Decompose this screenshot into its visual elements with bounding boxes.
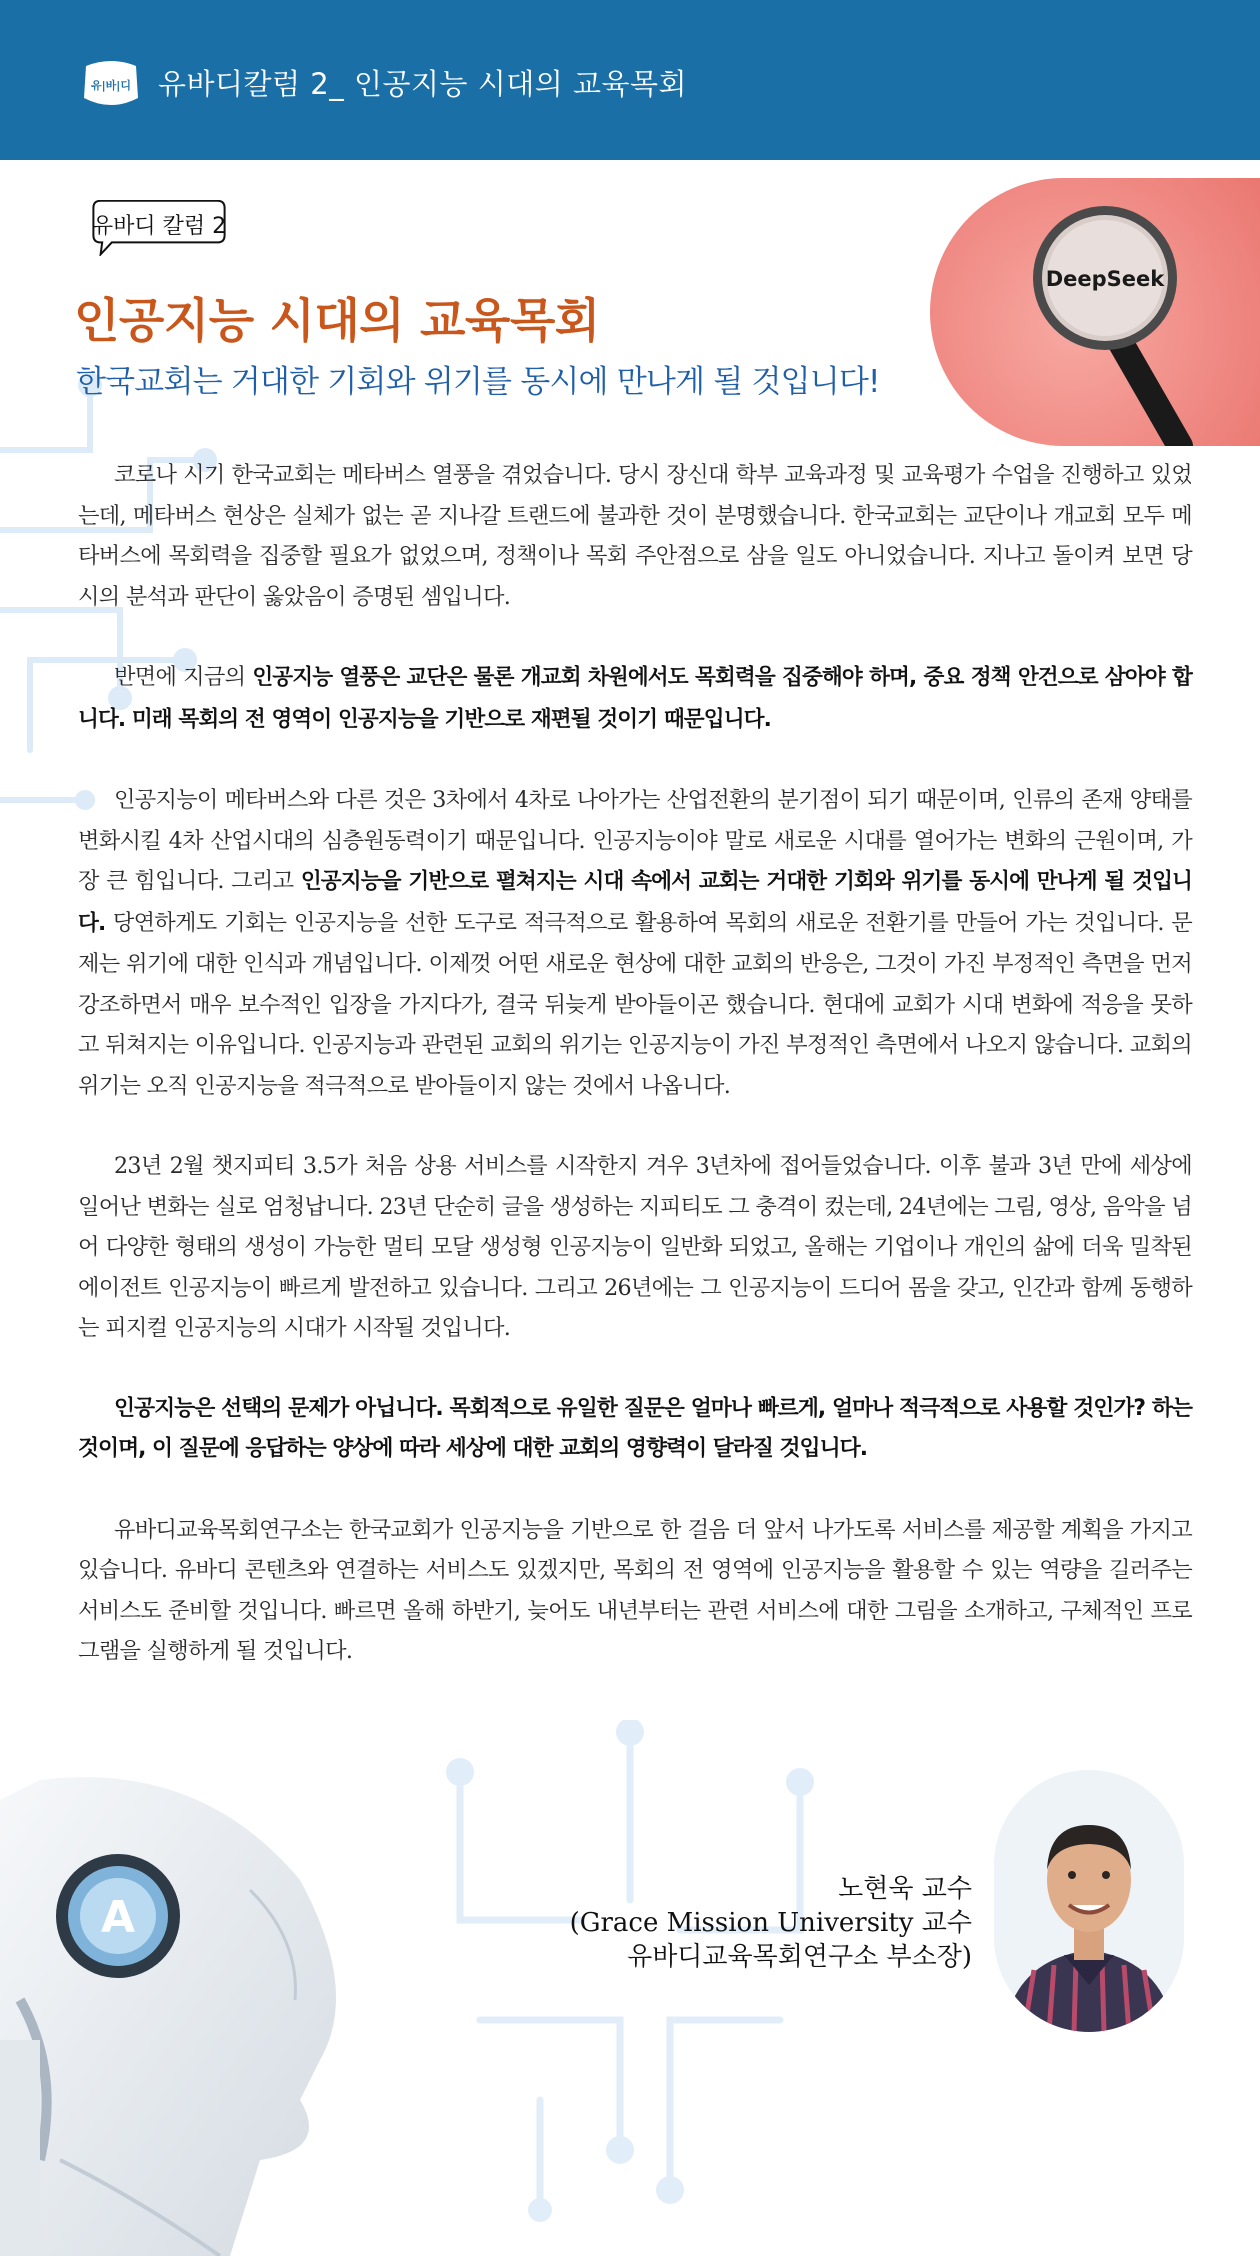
paragraph-4: 23년 2월 챗지피티 3.5가 처음 상용 서비스를 시작한지 겨우 3년차에 접어들었습니다. 이후 불과 3년 만에 세상에 일어난 변화는 실로 엄청납니다. 23년 단순히 글을 생성하는 지피티도 그 충격이 컸는데, 24년에는 그림, 영상, 음악을 넘어 다양한 형태의 생성이 가능한 멀티 모달 생성형 인공지능이 일반화 되었고, 올해는 기업이나 개인의 삶에 더욱 밀착된 에이전트 인공지능이 빠르게 발전하고 있습니다. 그리고 26년에는 그 인공지능이 드디어 몸을 갖고, 인간과 함께 동행하는 피지컬 인공지능의 시대가 시작될 것입니다.	[78, 1153, 1192, 1341]
author-info	[570, 1872, 972, 1974]
paragraph-6: 유바디교육목회연구소는 한국교회가 인공지능을 기반으로 한 걸음 더 앞서 나가도록 서비스를 제공할 계획을 가지고 있습니다. 유바디 콘텐츠와 연결하는 서비스도 있겠지만, 목회의 전 영역에 인공지능을 활용할 수 있는 역량을 길러주는 서비스도 준비할 것입니다. 빠르면 올해 하반기, 늦어도 내년부터는 관련 서비스에 대한 그림을 소개하고, 구체적인 프로그램을 실행하게 될 것입니다.	[78, 1516, 1192, 1664]
column-tag: 유바디 칼럼 2	[91, 214, 227, 239]
article-body	[78, 455, 1192, 1712]
paragraph-3-lead: 인공지능이 메타버스와 다른 것은 3차에서 4차로 나아가는 산업전환의 분기점이 되기 때문이며, 인류의 존재 양태를 변화시킬 4차 산업시대의 심층원동력이기 때문입니다. 인공지능이야 말로 새로운 시대를 열어가는 변화의 근원이며, 가장 큰 힘입니다. 그리고	[78, 787, 1192, 894]
article-subtitle: 한국교회는 거대한 기회와 위기를 동시에 만나게 될 것입니다!	[76, 364, 880, 400]
logo-text: 유|바|디	[91, 79, 131, 92]
lens-text: DeepSeek	[1045, 267, 1165, 291]
circuit-pattern-bottom	[420, 1720, 840, 2240]
paragraph-2	[78, 657, 1192, 740]
paragraph-3-bold: 인공지능을 기반으로 펼쳐지는 시대 속에서 교회는 거대한 기회와 위기를 동시에 만나게 될 것입니다.	[78, 869, 1192, 936]
paragraph-2-bold: 인공지능 열풍은 교단은 물론 개교회 차원에서도 목회력을 집중해야 하며, 중요 정책 안건으로 삼아야 합니다. 미래 목회의 전 영역이 인공지능을 기반으로 재편될 것이기 때문입니다.	[78, 665, 1192, 732]
article-title: 인공지능 시대의 교육목회	[74, 294, 600, 349]
logo-icon	[80, 58, 142, 110]
header-bar	[0, 0, 1260, 160]
paragraph-3	[78, 780, 1192, 1106]
paragraph-1: 코로나 시기 한국교회는 메타버스 열풍을 겪었습니다. 당시 장신대 학부 교육과정 및 교육평가 수업을 진행하고 있었는데, 메타버스 현상은 실체가 없는 곧 지나갈 트랜드에 불과한 것이 분명했습니다. 한국교회는 교단이나 개교회 모두 메타버스에 목회력을 집중할 필요가 없었으며, 정책이나 목회 주안점으로 삼을 일도 아니었습니다. 지나고 돌이켜 보면 당시의 분석과 판단이 옳았음이 증명된 셈입니다.	[78, 462, 1192, 610]
robot-badge-letter: A	[100, 1892, 136, 1943]
paragraph-5: 인공지능은 선택의 문제가 아닙니다. 목회적으로 유일한 질문은 얼마나 빠르게, 얼마나 적극적으로 사용할 것인가? 하는 것이며, 이 질문에 응답하는 양상에 따라 세상에 대한 교회의 영향력이 달라질 것입니다.	[78, 1395, 1192, 1461]
author-photo	[994, 1770, 1184, 2032]
author-name: 노현욱 교수	[838, 1874, 972, 1904]
header-title: 유바디칼럼 2_ 인공지능 시대의 교육목회	[158, 67, 688, 101]
hero-image	[930, 178, 1260, 446]
paragraph-2-lead: 반면에 지금의	[114, 664, 253, 690]
author-position: 유바디교육목회연구소 부소장)	[627, 1942, 972, 1972]
author-affiliation: (Grace Mission University 교수	[569, 1908, 972, 1938]
paragraph-3-rest: 당연하게도 기회는 인공지능을 선한 도구로 적극적으로 활용하여 목회의 새로운 전환기를 만들어 가는 것입니다. 문제는 위기에 대한 인식과 개념입니다. 이제껏 어떤 새로운 현상에 대한 교회의 반응은, 그것이 가진 부정적인 측면을 먼저 강조하면서 매우 보수적인 입장을 가지다가, 결국 뒤늦게 받아들이곤 했습니다. 현대에 교회가 시대 변화에 적응을 못하고 뒤쳐지는 이유입니다. 인공지능과 관련된 교회의 위기는 인공지능이 가진 부정적인 측면에서 나오지 않습니다. 교회의 위기는 오직 인공지능을 적극적으로 받아들이지 않는 것에서 나옵니다.	[78, 909, 1192, 1099]
robot-illustration	[0, 1740, 380, 2256]
